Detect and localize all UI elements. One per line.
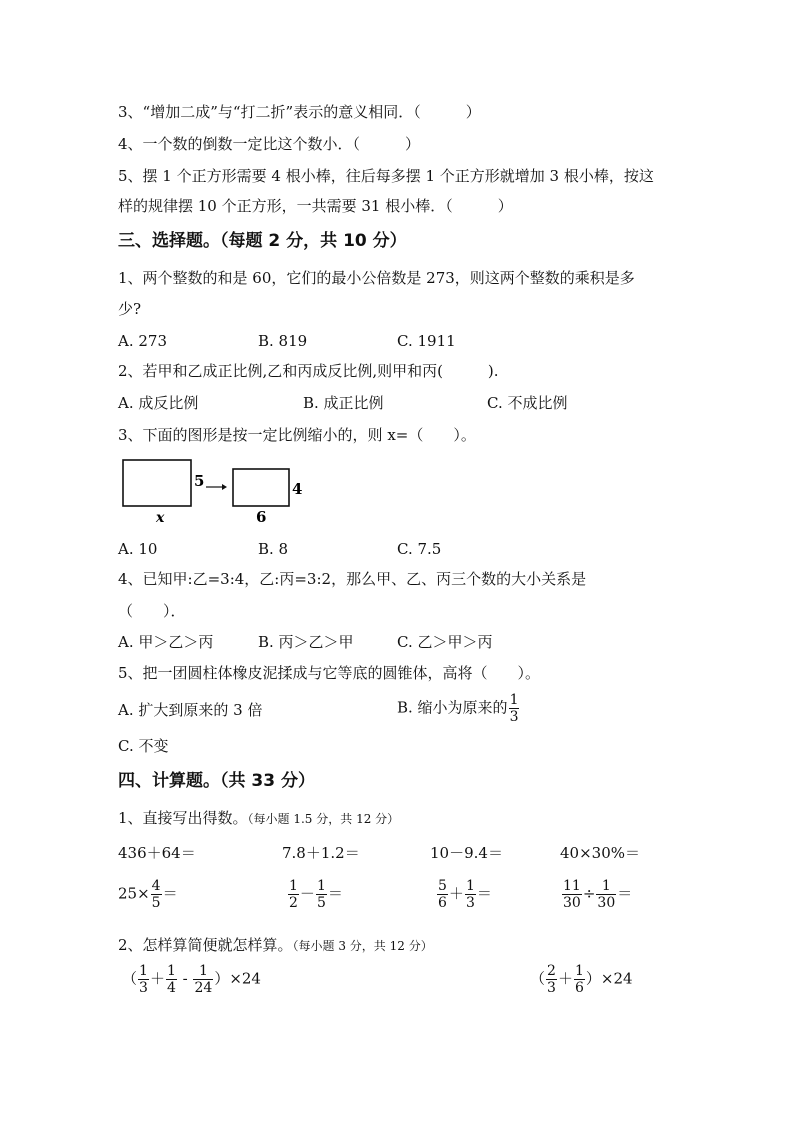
choice-q4-option-a: A. 甲＞乙＞丙 — [118, 633, 214, 651]
calc-q2-note: （每小题 3 分，共 12 分） — [292, 939, 433, 953]
choice-q2-option-a: A. 成反比例 — [118, 394, 199, 412]
judge-q5-line2: 样的规律摆 10 个正方形，一共需要 31 根小棒．（ ） — [118, 197, 513, 215]
choice-q5: 5、把一团圆柱体橡皮泥揉成与它等底的圆锥体，高将（ ）。 — [118, 664, 541, 682]
small-bottom-label: 6 — [256, 508, 267, 526]
choice-q4-option-c: C. 乙＞甲＞丙 — [397, 633, 493, 651]
choice-q1-option-c: C. 1911 — [397, 332, 456, 350]
judge-q5-line1: 5、摆 1 个正方形需要 4 根小棒，往后每多摆 1 个正方形就增加 3 根小棒，按这 — [118, 167, 654, 185]
large-rectangle — [123, 460, 191, 506]
option-b-text: B. 缩小为原来的 — [397, 698, 508, 717]
choice-q3-option-b: B. 8 — [258, 540, 289, 558]
calc-q1-note: （每小题 1.5 分，共 12 分） — [247, 812, 400, 826]
section-choice-title: 三、选择题。（每题 2 分，共 10 分） — [118, 231, 407, 251]
small-side-label: 4 — [292, 480, 303, 498]
calc-2-2: （ $\frac{2}{3}$ ＋ $\frac{1}{6}$ ）×24 — [530, 963, 633, 996]
choice-q5-option-a: A. 扩大到原来的 3 倍 — [118, 701, 263, 719]
choice-q4-option-b: B. 丙＞乙＞甲 — [258, 633, 354, 651]
choice-q3-option-c: C. 7.5 — [397, 540, 442, 558]
calc-1-8: $\frac{11}{30}$ ÷ $\frac{1}{30}$ ＝ — [563, 878, 633, 911]
large-bottom-label: x — [156, 510, 165, 526]
large-side-label: 5 — [194, 472, 205, 490]
choice-q2-option-b: B. 成正比例 — [303, 394, 384, 412]
arrow-head-icon — [222, 484, 227, 490]
choice-q3-option-a: A. 10 — [118, 540, 158, 558]
choice-q4-line2: （ ）． — [118, 602, 186, 620]
choice-q5-option-b — [397, 692, 520, 725]
calc-1-2: 7.8＋1.2＝ — [282, 844, 360, 862]
choice-q1-line2: 少? — [118, 300, 142, 318]
choice-q1-option-b: B. 819 — [258, 332, 308, 350]
calc-1-1: 436＋64＝ — [118, 844, 196, 862]
judge-q4: 4、一个数的倒数一定比这个数小．（ ） — [118, 135, 421, 153]
choice-q4-line1: 4、已知甲:乙=3:4，乙:丙=3:2，那么甲、乙、丙三个数的大小关系是 — [118, 570, 587, 588]
choice-q2: 2、若甲和乙成正比例,乙和丙成反比例,则甲和丙( ). — [118, 362, 499, 380]
calc-q2-title: 2、怎样算简便就怎样算。 — [118, 936, 293, 954]
choice-q3: 3、下面的图形是按一定比例缩小的，则 x=（ ）。 — [118, 426, 476, 444]
choice-q1-option-a: A. 273 — [118, 332, 167, 350]
calc-1-7: $\frac{5}{6}$ ＋ $\frac{1}{3}$ ＝ — [438, 878, 492, 911]
calc-2-1: （ $\frac{1}{3}$ ＋ $\frac{1}{4}$ - $\frac{1}{24}$ ）×24 — [122, 963, 261, 996]
scale-figure — [118, 456, 318, 528]
choice-q5-option-c: C. 不变 — [118, 737, 169, 755]
calc-1-4: 40×30%＝ — [560, 844, 640, 862]
choice-q1-line1: 1、两个整数的和是 60，它们的最小公倍数是 273，则这两个整数的乘积是多 — [118, 269, 635, 287]
calc-1-5: 25× $\frac{4}{5}$ ＝ — [118, 878, 178, 911]
calc-1-3: 10－9.4＝ — [430, 844, 503, 862]
calc-1-6: $\frac{1}{2}$ － $\frac{1}{5}$ ＝ — [289, 878, 343, 911]
choice-q2-option-c: C. 不成比例 — [487, 394, 568, 412]
calc-q1-title-line — [118, 808, 399, 829]
fraction-one-third: $\frac{1}{3}$ — [509, 692, 519, 725]
section-calc-title: 四、计算题。（共 33 分） — [118, 771, 315, 791]
calc-q1-title: 1、直接写出得数。 — [118, 809, 248, 827]
judge-q3: 3、“增加二成”与“打二折”表示的意义相同．（ ） — [118, 103, 481, 121]
small-rectangle — [233, 469, 289, 506]
calc-q2-title-line — [118, 935, 433, 956]
